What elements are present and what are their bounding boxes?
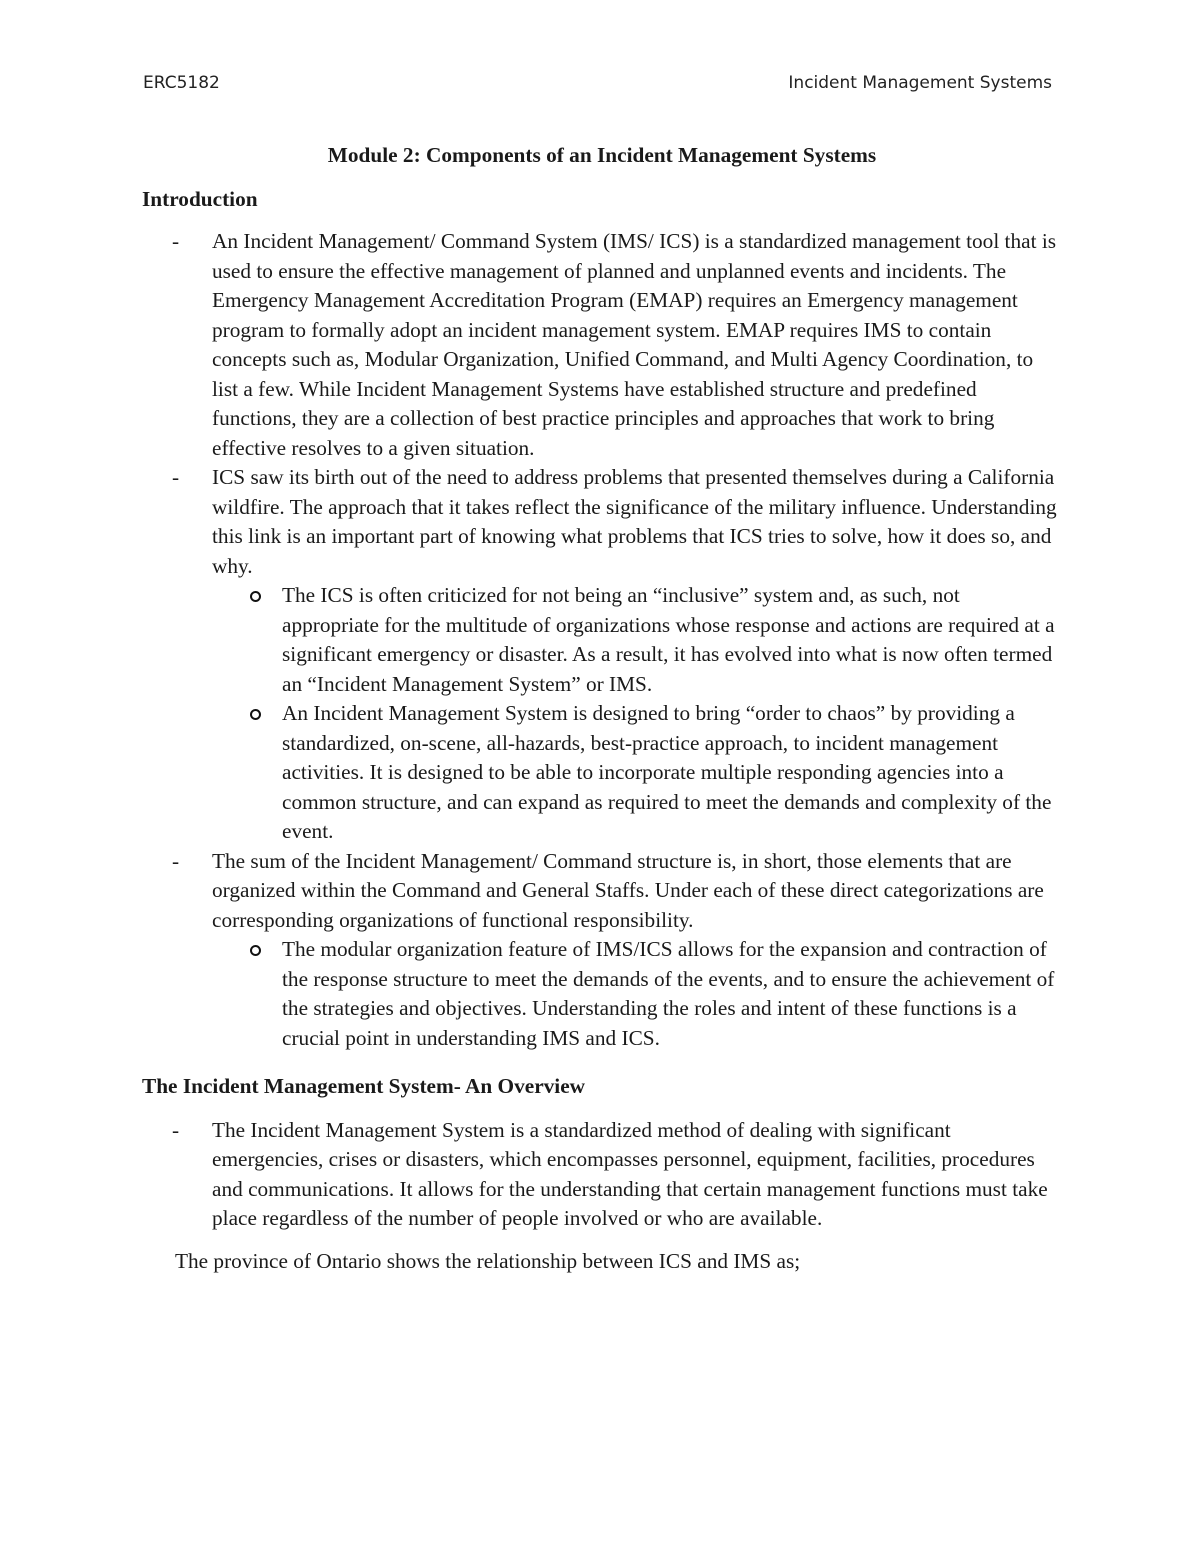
list-item xyxy=(142,1116,1062,1234)
dash-marker: - xyxy=(172,465,180,489)
list-item xyxy=(142,847,1062,1054)
dash-marker: - xyxy=(172,848,180,873)
introduction-list xyxy=(142,227,1062,1053)
dash-marker: - xyxy=(172,229,180,253)
sub-list xyxy=(212,581,1062,847)
sub-list-item-text: The ICS is often criticized for not being an “inclusive” system and, as such, not appropriate for the multitude of organizations whose response and actions are required at a significant emergency or disaster. As a result, it has evolved into what is now often termed an “Incident Management System” or IMS. xyxy=(282,583,1055,696)
closing-paragraph: The province of Ontario shows the relationship between ICS and IMS as; xyxy=(175,1248,801,1273)
sub-list-item-text: An Incident Management System is designed to bring “order to chaos” by providing a standardized, on-scene, all-hazards, best-practice approach, to incident management activities. It is designed to be able to incorporate multiple responding agencies into a common structure, and can expand as required to meet the demands and complexity of the event. xyxy=(282,701,1052,843)
page-title: Module 2: Components of an Incident Management Systems xyxy=(327,143,877,167)
section-heading-introduction: Introduction xyxy=(142,186,258,211)
sub-list-item xyxy=(212,581,1062,699)
header-course-code: ERC5182 xyxy=(143,73,220,93)
sub-list-item xyxy=(212,935,1062,1053)
list-item-text: ICS saw its birth out of the need to address problems that presented themselves during a California wildfire. The approach that it takes reflect the significance of the military influence. Understanding this link is an important part of knowing what problems that ICS tries to solve, how it does so, and why. xyxy=(212,465,1057,578)
sub-list-item-text: The modular organization feature of IMS/ICS allows for the expansion and contraction of the response structure to meet the demands of the events, and to ensure the achievement of the strategies and objectives. Understanding the roles and intent of these functions is a crucial point in understanding IMS and ICS. xyxy=(282,937,1055,1050)
header-course-title: Incident Management Systems xyxy=(788,73,1052,93)
list-item-text: An Incident Management/ Command System (IMS/ ICS) is a standardized management tool that is used to ensure the effective management of planned and unplanned events and incidents. The Emergency Management Accreditation Program (EMAP) requires an Emergency management program to formally adopt an incident management system. EMAP requires IMS to contain concepts such as, Modular Organization, Unified Command, and Multi Agency Coordination, to list a few. While Incident Management Systems have established structure and predefined functions, they are a collection of best practice principles and approaches that work to bring effective resolves to a given situation. xyxy=(212,229,1057,460)
document-body xyxy=(142,141,1062,1276)
sub-list xyxy=(212,935,1062,1053)
section-heading-overview: The Incident Management System- An Overview xyxy=(142,1074,586,1098)
hollow-bullet-icon xyxy=(250,945,261,956)
hollow-bullet-icon xyxy=(250,709,261,720)
overview-list xyxy=(142,1116,1062,1234)
list-item xyxy=(142,227,1062,463)
list-item-text: The Incident Management System is a standardized method of dealing with significant emergencies, crises or disasters, which encompasses personnel, equipment, facilities, procedures and communications. It allows for the understanding that certain management functions must take place regardless of the number of people involved or who are available. xyxy=(212,1117,1048,1230)
hollow-bullet-icon xyxy=(250,591,261,602)
sub-list-item xyxy=(212,699,1062,847)
dash-marker: - xyxy=(172,1117,180,1142)
list-item xyxy=(142,463,1062,847)
list-item-text: The sum of the Incident Management/ Command structure is, in short, those elements that are organized within the Command and General Staffs. Under each of these direct categorizations are corresponding organizations of functional responsibility. xyxy=(212,848,1044,932)
